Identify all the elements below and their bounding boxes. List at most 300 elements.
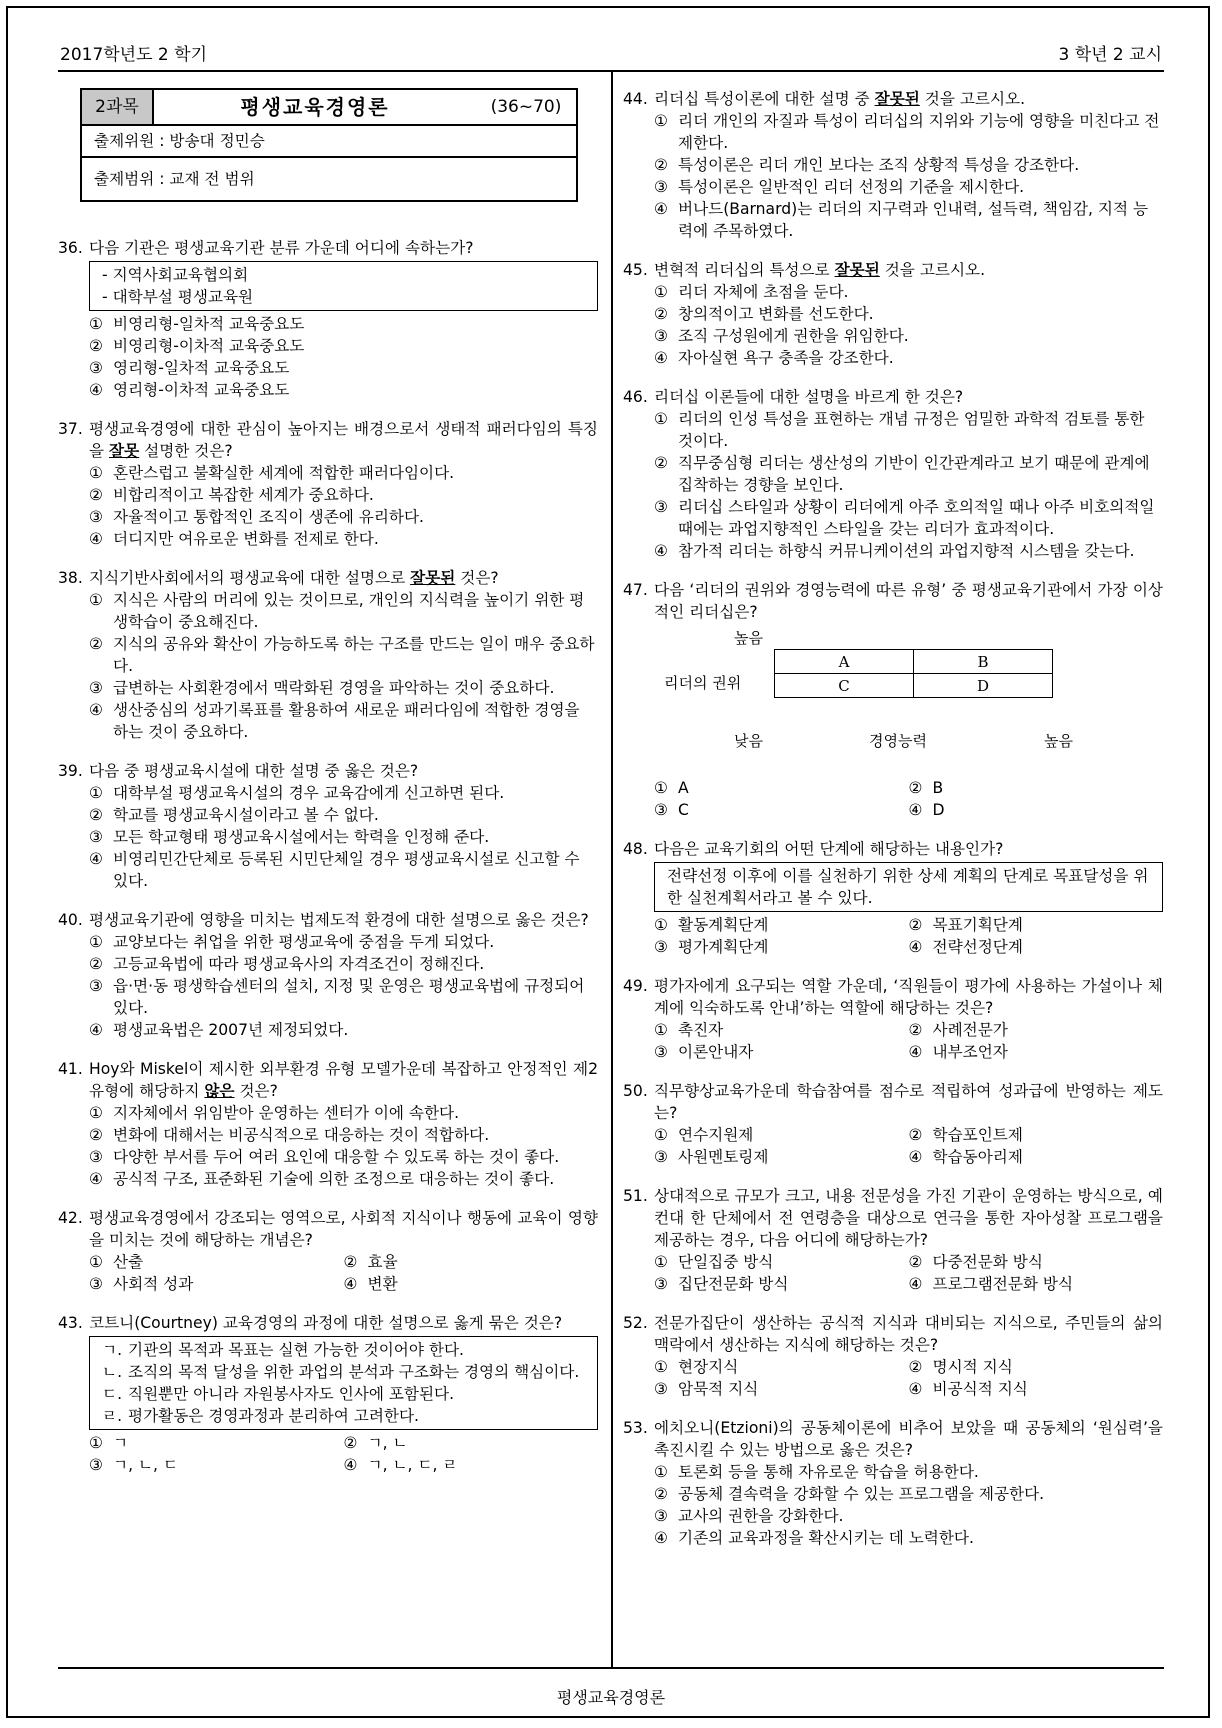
statement-label: ㄴ. [102, 1363, 123, 1381]
option-number: ④ [908, 938, 923, 956]
answer-option[interactable] [654, 347, 1163, 369]
option-text: 평생교육법은 2007년 제정되었다. [113, 1021, 349, 1039]
option-text: 비공식적 지식 [932, 1380, 1028, 1398]
answer-option[interactable] [89, 313, 598, 335]
option-number: ② [908, 1126, 923, 1144]
option-text: 참가적 리더는 하향식 커뮤니케이션의 과업지향적 시스템을 갖는다. [678, 542, 1135, 560]
answer-options [623, 110, 1163, 242]
question-item [58, 1312, 598, 1476]
quadrant-cell: C [775, 674, 914, 698]
answer-option[interactable] [89, 1019, 598, 1041]
answer-option[interactable] [89, 804, 598, 826]
question-text [654, 1417, 1163, 1461]
option-text: ㄱ, ㄴ [367, 1434, 408, 1452]
question-box [654, 862, 1163, 912]
option-text: 비영리민간단체로 등록된 시민단체일 경우 평생교육시설로 신고할 수 있다. [113, 850, 580, 890]
question-stem [623, 259, 1163, 281]
option-number: ① [89, 591, 103, 609]
answer-option[interactable] [654, 540, 1163, 562]
answer-option[interactable] [344, 1273, 599, 1295]
answer-option[interactable] [89, 1168, 598, 1190]
answer-option[interactable] [654, 281, 1163, 303]
question-text-part: Hoy와 Miskel이 제시한 외부환경 유형 모델가운데 복잡하고 안정적인 제2유형에 해당하지 [89, 1060, 598, 1100]
question-number: 53. [623, 1419, 648, 1437]
option-text: 공동체 결속력을 강화할 수 있는 프로그램을 제공한다. [678, 1485, 1045, 1503]
question-text-part: 설명한 것은? [139, 442, 233, 460]
option-text: 효율 [367, 1253, 398, 1271]
question-text-part: 평가자에게 요구되는 역할 가운데, ‘직원들이 평가에 사용하는 가설이나 체계에 익숙하도록 안내’하는 역할에 해당하는 것은? [654, 977, 1163, 1017]
question-item [623, 386, 1163, 562]
option-number: ③ [89, 1148, 103, 1166]
answer-option[interactable] [654, 1378, 909, 1400]
option-text: 리더 개인의 자질과 특성이 리더십의 지위와 기능에 영향을 미친다고 전제한다. [678, 112, 1160, 152]
answer-option[interactable] [654, 496, 1163, 540]
option-text: 특성이론은 일반적인 리더 선정의 기준을 제시한다. [678, 178, 1025, 196]
option-text: 직무중심형 리더는 생산성의 기반이 인간관계라고 보기 때문에 관계에 집착하는 경향을 보인다. [678, 454, 1150, 494]
answer-option[interactable] [909, 1146, 1164, 1168]
question-text-part: 리더십 특성이론에 대한 설명 중 [654, 90, 875, 108]
option-number: ③ [654, 1507, 668, 1525]
emphasis-text: 잘못된 [410, 569, 456, 587]
answer-option[interactable] [654, 1356, 909, 1378]
answer-option[interactable] [654, 1019, 909, 1041]
option-number: ① [654, 916, 668, 934]
question-number: 48. [623, 840, 648, 858]
box-line: 전략선정 이후에 이를 실천하기 위한 상세 계획의 단계로 목표달성을 위한 실천계획서라고 볼 수 있다. [667, 867, 1149, 907]
option-text: 다중전문화 방식 [932, 1253, 1043, 1271]
answer-options [623, 1019, 1163, 1063]
option-text: 공식적 구조, 표준화된 기술에 의한 조정으로 대응하는 것이 좋다. [113, 1170, 555, 1188]
option-number: ④ [908, 1275, 923, 1293]
header-grade-period: 3 학년 2 교시 [1058, 45, 1162, 65]
question-stem [58, 909, 598, 931]
option-number: ① [654, 1358, 668, 1376]
option-number: ④ [908, 1043, 923, 1061]
option-number: ④ [343, 1275, 358, 1293]
statement-label: ㄱ. [102, 1341, 123, 1359]
answer-option[interactable] [654, 777, 909, 799]
answer-options [623, 1461, 1163, 1549]
answer-options [58, 931, 598, 1041]
option-number: ④ [89, 530, 103, 548]
option-number: ④ [89, 1021, 103, 1039]
option-text: 변환 [367, 1275, 398, 1293]
question-text [89, 237, 598, 259]
option-number: ③ [89, 508, 103, 526]
option-number: ② [89, 1126, 103, 1144]
option-number: ③ [89, 679, 103, 697]
answer-options [58, 1251, 598, 1295]
option-number: ① [654, 1126, 668, 1144]
footer-rule [58, 1667, 1164, 1669]
question-text-part: 평생교육기관에 영향을 미치는 법제도적 환경에 대한 설명으로 옳은 것은? [89, 911, 589, 929]
question-number: 36. [58, 239, 83, 257]
option-text: 다양한 부서를 두어 여러 요인에 대응할 수 있도록 하는 것이 좋다. [113, 1148, 560, 1166]
question-text [654, 838, 1163, 860]
answer-option[interactable] [89, 357, 598, 379]
answer-option[interactable] [654, 936, 909, 958]
option-text: 사회적 성과 [113, 1275, 194, 1293]
option-text: 목표기획단계 [932, 916, 1023, 934]
option-number: ① [89, 784, 103, 802]
answer-option[interactable] [344, 1432, 599, 1454]
option-number: ② [654, 1485, 668, 1503]
answer-option[interactable] [909, 1251, 1164, 1273]
option-text: 혼란스럽고 불확실한 세계에 적합한 패러다임이다. [113, 464, 455, 482]
option-number: ③ [654, 327, 668, 345]
statement-box [89, 1336, 598, 1430]
emphasis-text: 잘못된 [834, 261, 880, 279]
answer-option[interactable] [89, 484, 598, 506]
question-text [654, 386, 1163, 408]
option-number: ① [654, 779, 668, 797]
question-item [58, 1207, 598, 1295]
option-text: 대학부설 평생교육시설의 경우 교육감에게 신고하면 된다. [113, 784, 505, 802]
option-text: 현장지식 [678, 1358, 739, 1376]
question-number: 44. [623, 90, 648, 108]
option-text: 자아실현 욕구 충족을 강조한다. [678, 349, 894, 367]
option-number: ④ [654, 542, 668, 560]
statement-text: 평가활동은 경영과정과 분리하여 고려한다. [128, 1407, 419, 1425]
option-text: 리더 자체에 초점을 둔다. [678, 283, 849, 301]
option-text: 자율적이고 통합적인 조직이 생존에 유리하다. [113, 508, 424, 526]
answer-option[interactable] [654, 1041, 909, 1063]
question-number: 37. [58, 420, 83, 438]
option-number: ③ [654, 1043, 668, 1061]
answer-options [623, 1124, 1163, 1168]
answer-option[interactable] [654, 408, 1163, 452]
chart-y-label: 리더의 권위 [664, 674, 742, 692]
answer-option[interactable] [344, 1251, 599, 1273]
question-stem [58, 237, 598, 259]
right-column [623, 88, 1163, 1549]
answer-option[interactable] [909, 1124, 1164, 1146]
question-text-part: 평생교육경영에서 강조되는 영역으로, 사회적 지식이나 행동에 교육이 영향을 미치는 것에 해당하는 개념은? [89, 1209, 598, 1249]
option-text: 연수지원제 [678, 1126, 754, 1144]
option-number: ② [908, 916, 923, 934]
option-number: ③ [654, 1148, 668, 1166]
answer-option[interactable] [89, 1251, 344, 1273]
statement-text: 조직의 목적 달성을 위한 과업의 분석과 구조화는 경영의 핵심이다. [128, 1363, 580, 1381]
option-number: ④ [89, 1170, 103, 1188]
answer-option[interactable] [654, 303, 1163, 325]
option-number: ② [908, 1358, 923, 1376]
answer-option[interactable] [654, 1483, 1163, 1505]
question-item [623, 838, 1163, 958]
option-text: 암묵적 지식 [678, 1380, 759, 1398]
option-text: 비영리형-이차적 교육중요도 [113, 337, 305, 355]
answer-option[interactable] [654, 1461, 1163, 1483]
answer-option[interactable] [654, 1146, 909, 1168]
option-text: 평가계획단계 [678, 938, 769, 956]
answer-option[interactable] [909, 1273, 1164, 1295]
answer-options [623, 914, 1163, 958]
question-stem [623, 975, 1163, 1019]
answer-option[interactable] [654, 110, 1163, 154]
question-stem [623, 1080, 1163, 1124]
option-text: 비영리형-일차적 교육중요도 [113, 315, 305, 333]
statement-text: 기관의 목적과 목표는 실현 가능한 것이어야 한다. [128, 1341, 464, 1359]
chart-low-label: 낮음 [734, 732, 763, 750]
option-number: ② [908, 779, 923, 797]
option-text: 기존의 교육과정을 확산시키는 데 노력한다. [678, 1529, 974, 1547]
question-text [654, 88, 1163, 110]
question-number: 46. [623, 388, 648, 406]
question-text [89, 1207, 598, 1251]
answer-option[interactable] [89, 335, 598, 357]
chart-x-label: 경영능력 [869, 732, 927, 750]
question-number: 47. [623, 581, 648, 599]
option-number: ② [343, 1253, 358, 1271]
answer-option[interactable] [89, 975, 598, 1019]
question-text-part: 다음 ‘리더의 권위와 경영능력에 따른 유형’ 중 평생교육기관에서 가장 이상적인 리더십은? [654, 581, 1163, 621]
question-item [623, 259, 1163, 369]
option-text: 토론회 등을 통해 자유로운 학습을 허용한다. [678, 1463, 979, 1481]
question-number: 39. [58, 762, 83, 780]
answer-options [58, 1102, 598, 1190]
option-text: 내부조언자 [932, 1043, 1008, 1061]
option-text: 지식은 사람의 머리에 있는 것이므로, 개인의 지식력을 높이기 위한 평생학습이 중요해진다. [113, 591, 585, 631]
answer-option[interactable] [89, 1432, 344, 1454]
option-text: ㄱ [113, 1434, 129, 1452]
question-stem [58, 1058, 598, 1102]
answer-options [58, 313, 598, 401]
answer-options [58, 589, 598, 743]
option-text: A [678, 779, 689, 797]
question-text [89, 760, 598, 782]
option-number: ① [89, 315, 103, 333]
question-text-part: 다음은 교육기회의 어떤 단계에 해당하는 내용인가? [654, 840, 1004, 858]
answer-option[interactable] [909, 914, 1164, 936]
option-number: ③ [654, 801, 668, 819]
option-text: 프로그램전문화 방식 [932, 1275, 1074, 1293]
emphasis-text: 않은 [204, 1082, 235, 1100]
answer-option[interactable] [89, 1273, 344, 1295]
answer-option[interactable] [89, 379, 598, 401]
question-number: 38. [58, 569, 83, 587]
option-text: 더디지만 여유로운 변화를 전제로 한다. [113, 530, 379, 548]
option-text: D [932, 801, 945, 819]
option-number: ④ [908, 801, 923, 819]
option-number: ② [654, 454, 668, 472]
question-box [89, 261, 598, 311]
answer-option[interactable] [89, 826, 598, 848]
question-text [654, 579, 1163, 623]
option-text: 버나드(Barnard)는 리더의 지구력과 인내력, 설득력, 책임감, 지적 능력에 주목하였다. [678, 200, 1149, 240]
option-text: 고등교육법에 따라 평생교육사의 자격조건이 정해진다. [113, 955, 485, 973]
question-item [623, 1185, 1163, 1295]
answer-option[interactable] [89, 1124, 598, 1146]
statement-item [102, 1361, 585, 1383]
answer-option[interactable] [909, 1019, 1164, 1041]
subject-tag: 2과목 [82, 90, 154, 124]
question-text-part: 것은? [455, 569, 499, 587]
answer-option[interactable] [89, 699, 598, 743]
question-text [654, 975, 1163, 1019]
option-text: 지자체에서 위임받아 운영하는 센터가 이에 속한다. [113, 1104, 460, 1122]
chart-top-label: 높음 [734, 629, 763, 647]
option-number: ④ [908, 1148, 923, 1166]
option-text: 리더십 스타일과 상황이 리더에게 아주 호의적일 때나 아주 비호의적일 때에는 과업지향적인 스타일을 갖는 리더가 효과적이다. [678, 498, 1155, 538]
quadrant-cell: A [775, 650, 914, 674]
answer-option[interactable] [909, 777, 1164, 799]
statement-label: ㄷ. [102, 1385, 123, 1403]
answer-option[interactable] [89, 782, 598, 804]
question-text [654, 1080, 1163, 1124]
answer-option[interactable] [89, 633, 598, 677]
subject-author: 출제위원 : 방송대 정민승 [94, 132, 265, 150]
question-text-part: 것은? [234, 1082, 278, 1100]
option-number: ② [89, 955, 103, 973]
option-number: ④ [343, 1456, 358, 1474]
question-stem [58, 418, 598, 462]
option-number: ④ [89, 381, 103, 399]
answer-option[interactable] [89, 1454, 344, 1476]
option-text: 영리형-일차적 교육중요도 [113, 359, 290, 377]
question-text [654, 1312, 1163, 1356]
box-line: - 지역사회교육협의회 [102, 266, 249, 284]
question-stem [623, 579, 1163, 623]
option-number: ② [908, 1021, 923, 1039]
option-number: ① [654, 1463, 668, 1481]
answer-option[interactable] [654, 1505, 1163, 1527]
answer-option[interactable] [654, 154, 1163, 176]
option-text: B [932, 779, 944, 797]
question-stem [623, 1312, 1163, 1356]
question-range: (36~70) [490, 97, 562, 117]
option-number: ② [654, 156, 668, 174]
answer-options [623, 1251, 1163, 1295]
answer-option[interactable] [654, 325, 1163, 347]
option-text: 단일집중 방식 [678, 1253, 774, 1271]
question-text [89, 1058, 598, 1102]
question-number: 49. [623, 977, 648, 995]
statement-item [102, 1339, 585, 1361]
question-stem [58, 567, 598, 589]
question-item [623, 1312, 1163, 1400]
answer-option[interactable] [654, 1273, 909, 1295]
option-text: 영리형-이차적 교육중요도 [113, 381, 290, 399]
answer-option[interactable] [89, 506, 598, 528]
option-number: ④ [654, 349, 668, 367]
option-number: ④ [89, 701, 103, 719]
question-item [58, 909, 598, 1041]
option-number: ③ [654, 1275, 668, 1293]
question-text-part: 변혁적 리더십의 특성으로 [654, 261, 835, 279]
box-line: - 대학부설 평생교육원 [102, 288, 254, 306]
answer-option[interactable] [654, 198, 1163, 242]
emphasis-text: 잘못된 [874, 90, 920, 108]
answer-option[interactable] [344, 1454, 599, 1476]
option-number: ① [654, 410, 668, 428]
question-number: 41. [58, 1060, 83, 1078]
question-item [58, 760, 598, 892]
answer-option[interactable] [89, 589, 598, 633]
option-number: ① [654, 1021, 668, 1039]
option-number: ② [908, 1253, 923, 1271]
question-text-part: 에치오니(Etzioni)의 공동체이론에 비추어 보았을 때 공동체의 ‘원심력’을 촉진시킬 수 있는 방법으로 옳은 것은? [654, 1419, 1163, 1459]
quadrant-table [774, 649, 1053, 698]
question-text-part: 코트니(Courtney) 교육경영의 과정에 대한 설명으로 옳게 묶은 것은? [89, 1314, 563, 1332]
answer-options [58, 1432, 598, 1476]
question-text-part: 지식기반사회에서의 평생교육에 대한 설명으로 [89, 569, 411, 587]
question-text-part: 것을 고르시오. [919, 90, 1026, 108]
option-number: ① [654, 112, 668, 130]
answer-options [623, 1356, 1163, 1400]
option-number: ③ [654, 498, 668, 516]
answer-option[interactable] [909, 799, 1164, 821]
answer-option[interactable] [89, 1102, 598, 1124]
option-text: 학교를 평생교육시설이라고 볼 수 없다. [113, 806, 379, 824]
question-stem [58, 760, 598, 782]
left-column [58, 88, 598, 1476]
option-number: ③ [89, 977, 103, 995]
option-text: 모든 학교형태 평생교육시설에서는 학력을 인정해 준다. [113, 828, 490, 846]
answer-option[interactable] [89, 1146, 598, 1168]
question-item [58, 1058, 598, 1190]
answer-option[interactable] [654, 1124, 909, 1146]
answer-option[interactable] [654, 452, 1163, 496]
statement-label: ㄹ. [102, 1407, 123, 1425]
question-stem [623, 838, 1163, 860]
option-text: 학습포인트제 [932, 1126, 1023, 1144]
chart-high-label: 높음 [1044, 732, 1073, 750]
option-number: ① [89, 1253, 103, 1271]
option-text: 창의적이고 변화를 선도한다. [678, 305, 874, 323]
option-number: ① [89, 464, 103, 482]
option-number: ① [89, 1104, 103, 1122]
option-text: 지식의 공유와 확산이 가능하도록 하는 구조를 만드는 일이 매우 중요하다. [113, 635, 595, 675]
option-text: 사원멘토링제 [678, 1148, 769, 1166]
answer-option[interactable] [89, 528, 598, 550]
question-text-part: 리더십 이론들에 대한 설명을 바르게 한 것은? [654, 388, 964, 406]
answer-option[interactable] [654, 799, 909, 821]
question-item [58, 237, 598, 401]
option-text: 교양보다는 취업을 위한 평생교육에 중점을 두게 되었다. [113, 933, 495, 951]
answer-option[interactable] [654, 176, 1163, 198]
answer-option[interactable] [909, 936, 1164, 958]
question-stem [623, 88, 1163, 110]
question-stem [58, 1207, 598, 1251]
answer-option[interactable] [89, 677, 598, 699]
option-text: 조직 구성원에게 권한을 위임한다. [678, 327, 909, 345]
answer-option[interactable] [89, 848, 598, 892]
option-text: 전략선정단계 [932, 938, 1023, 956]
option-text: ㄱ, ㄴ, ㄷ, ㄹ [367, 1456, 458, 1474]
answer-option[interactable] [909, 1356, 1164, 1378]
question-text-part: 것을 고르시오. [879, 261, 986, 279]
question-number: 51. [623, 1187, 648, 1205]
subject-name: 평생교육경영론 [240, 95, 390, 119]
question-item [623, 1080, 1163, 1168]
answer-option[interactable] [89, 931, 598, 953]
answer-option[interactable] [654, 1251, 909, 1273]
answer-option[interactable] [89, 462, 598, 484]
answer-option[interactable] [654, 914, 909, 936]
option-number: ② [654, 305, 668, 323]
option-text: 특성이론은 리더 개인 보다는 조직 상황적 특성을 강조한다. [678, 156, 1080, 174]
answer-option[interactable] [654, 1527, 1163, 1549]
answer-option[interactable] [89, 953, 598, 975]
header-term: 2017학년도 2 학기 [60, 45, 207, 65]
quadrant-cell: D [914, 674, 1053, 698]
answer-option[interactable] [909, 1378, 1164, 1400]
option-number: ③ [654, 178, 668, 196]
option-number: ④ [908, 1380, 923, 1398]
answer-option[interactable] [909, 1041, 1164, 1063]
option-number: ④ [654, 200, 668, 218]
question-text [89, 1312, 598, 1334]
